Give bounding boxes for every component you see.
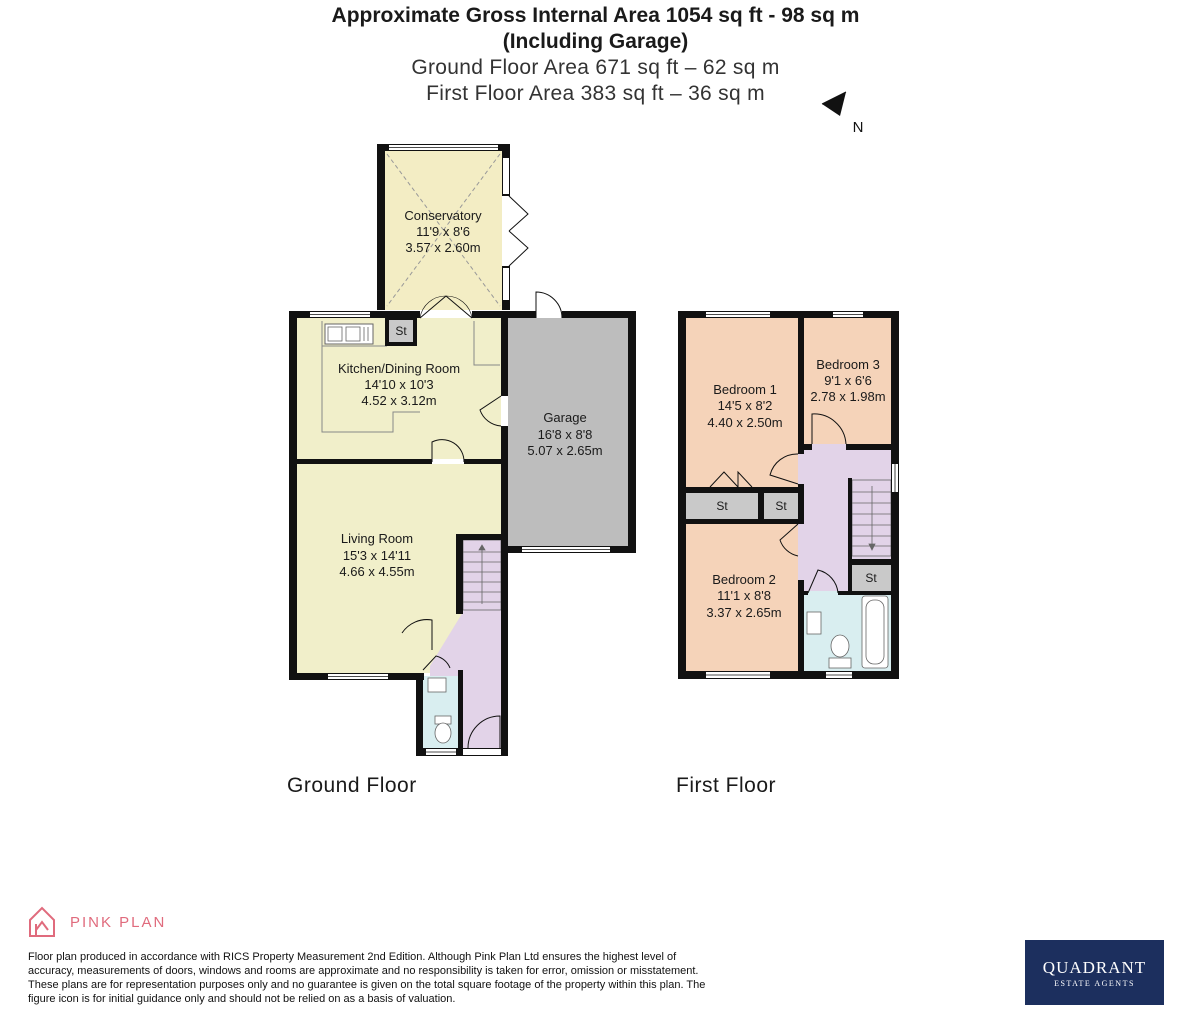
pink-plan-logo-icon — [30, 908, 54, 936]
garage-imperial: 16'8 x 8'8 — [537, 427, 593, 442]
agent-name: QUADRANT — [1042, 957, 1147, 977]
living-room-imperial: 15'3 x 14'11 — [342, 548, 412, 563]
bedroom3-name: Bedroom 3 — [816, 357, 880, 372]
pink-plan-brand — [70, 914, 166, 931]
quadrant-agent-logo — [1025, 940, 1164, 1005]
gross-area-title: Approximate Gross Internal Area 1054 sq ft - 98 sq m — [331, 4, 860, 27]
bedroom2-metric: 3.37 x 2.65m — [706, 605, 782, 620]
conservatory-name: Conservatory — [404, 208, 482, 223]
bedroom3-imperial: 9'1 x 6'6 — [824, 373, 872, 388]
bedroom1-imperial: 14'5 x 8'2 — [717, 398, 773, 413]
bedroom1-name: Bedroom 1 — [713, 382, 777, 397]
bedroom1-metric: 4.40 x 2.50m — [707, 415, 783, 430]
bedroom1-store-label: St — [716, 499, 728, 513]
living-room-metric: 4.66 x 4.55m — [339, 564, 415, 579]
toilet-icon — [829, 635, 851, 668]
kitchen-metric: 4.52 x 3.12m — [361, 393, 437, 408]
bedroom2-name: Bedroom 2 — [712, 572, 776, 587]
bathroom-store-label: St — [865, 571, 877, 585]
garage-metric: 5.07 x 2.65m — [527, 443, 603, 458]
conservatory-metric: 3.57 x 2.60m — [405, 240, 481, 255]
garage-name: Garage — [543, 410, 587, 425]
bath-icon — [862, 596, 888, 668]
agent-subtitle: ESTATE AGENTS — [1054, 978, 1135, 988]
ground-floor-label: Ground Floor — [287, 774, 417, 797]
compass-label: N — [852, 119, 864, 136]
basin-icon — [807, 612, 821, 634]
ground-floor-area: Ground Floor Area 671 sq ft – 62 sq m — [411, 56, 780, 79]
disclaimer-text: Floor plan produced in accordance with RICS Property Measurement 2nd Edition. Although Pink Plan Ltd ensures the highest level of accuracy, measurements of doors, windows and rooms are approximate and no responsibility is taken for error, omission or misstatement. These plans are for representation purposes only and no guarantee is given on the total square footage of the property within this plan. The figure icon is for initial guidance only and should not be relied on as a basis of valuation. — [28, 951, 706, 1005]
bedroom3-metric: 2.78 x 1.98m — [810, 389, 886, 404]
living-room-name: Living Room — [340, 531, 414, 546]
sink-icon — [325, 324, 373, 344]
landing-store-label: St — [775, 499, 787, 513]
first-floor-label: First Floor — [676, 774, 776, 797]
including-garage-note: (Including Garage) — [502, 30, 689, 53]
bedroom2-imperial: 11'1 x 8'8 — [717, 588, 771, 603]
conservatory-imperial: 11'9 x 8'6 — [416, 224, 470, 239]
north-compass-icon — [822, 92, 863, 136]
kitchen-store-label: St — [395, 324, 407, 338]
kitchen-name: Kitchen/Dining Room — [337, 361, 461, 376]
brand-name: PINK PLAN — [70, 914, 167, 931]
first-floor-area: First Floor Area 383 sq ft – 36 sq m — [426, 82, 765, 105]
kitchen-imperial: 14'10 x 10'3 — [364, 377, 434, 392]
